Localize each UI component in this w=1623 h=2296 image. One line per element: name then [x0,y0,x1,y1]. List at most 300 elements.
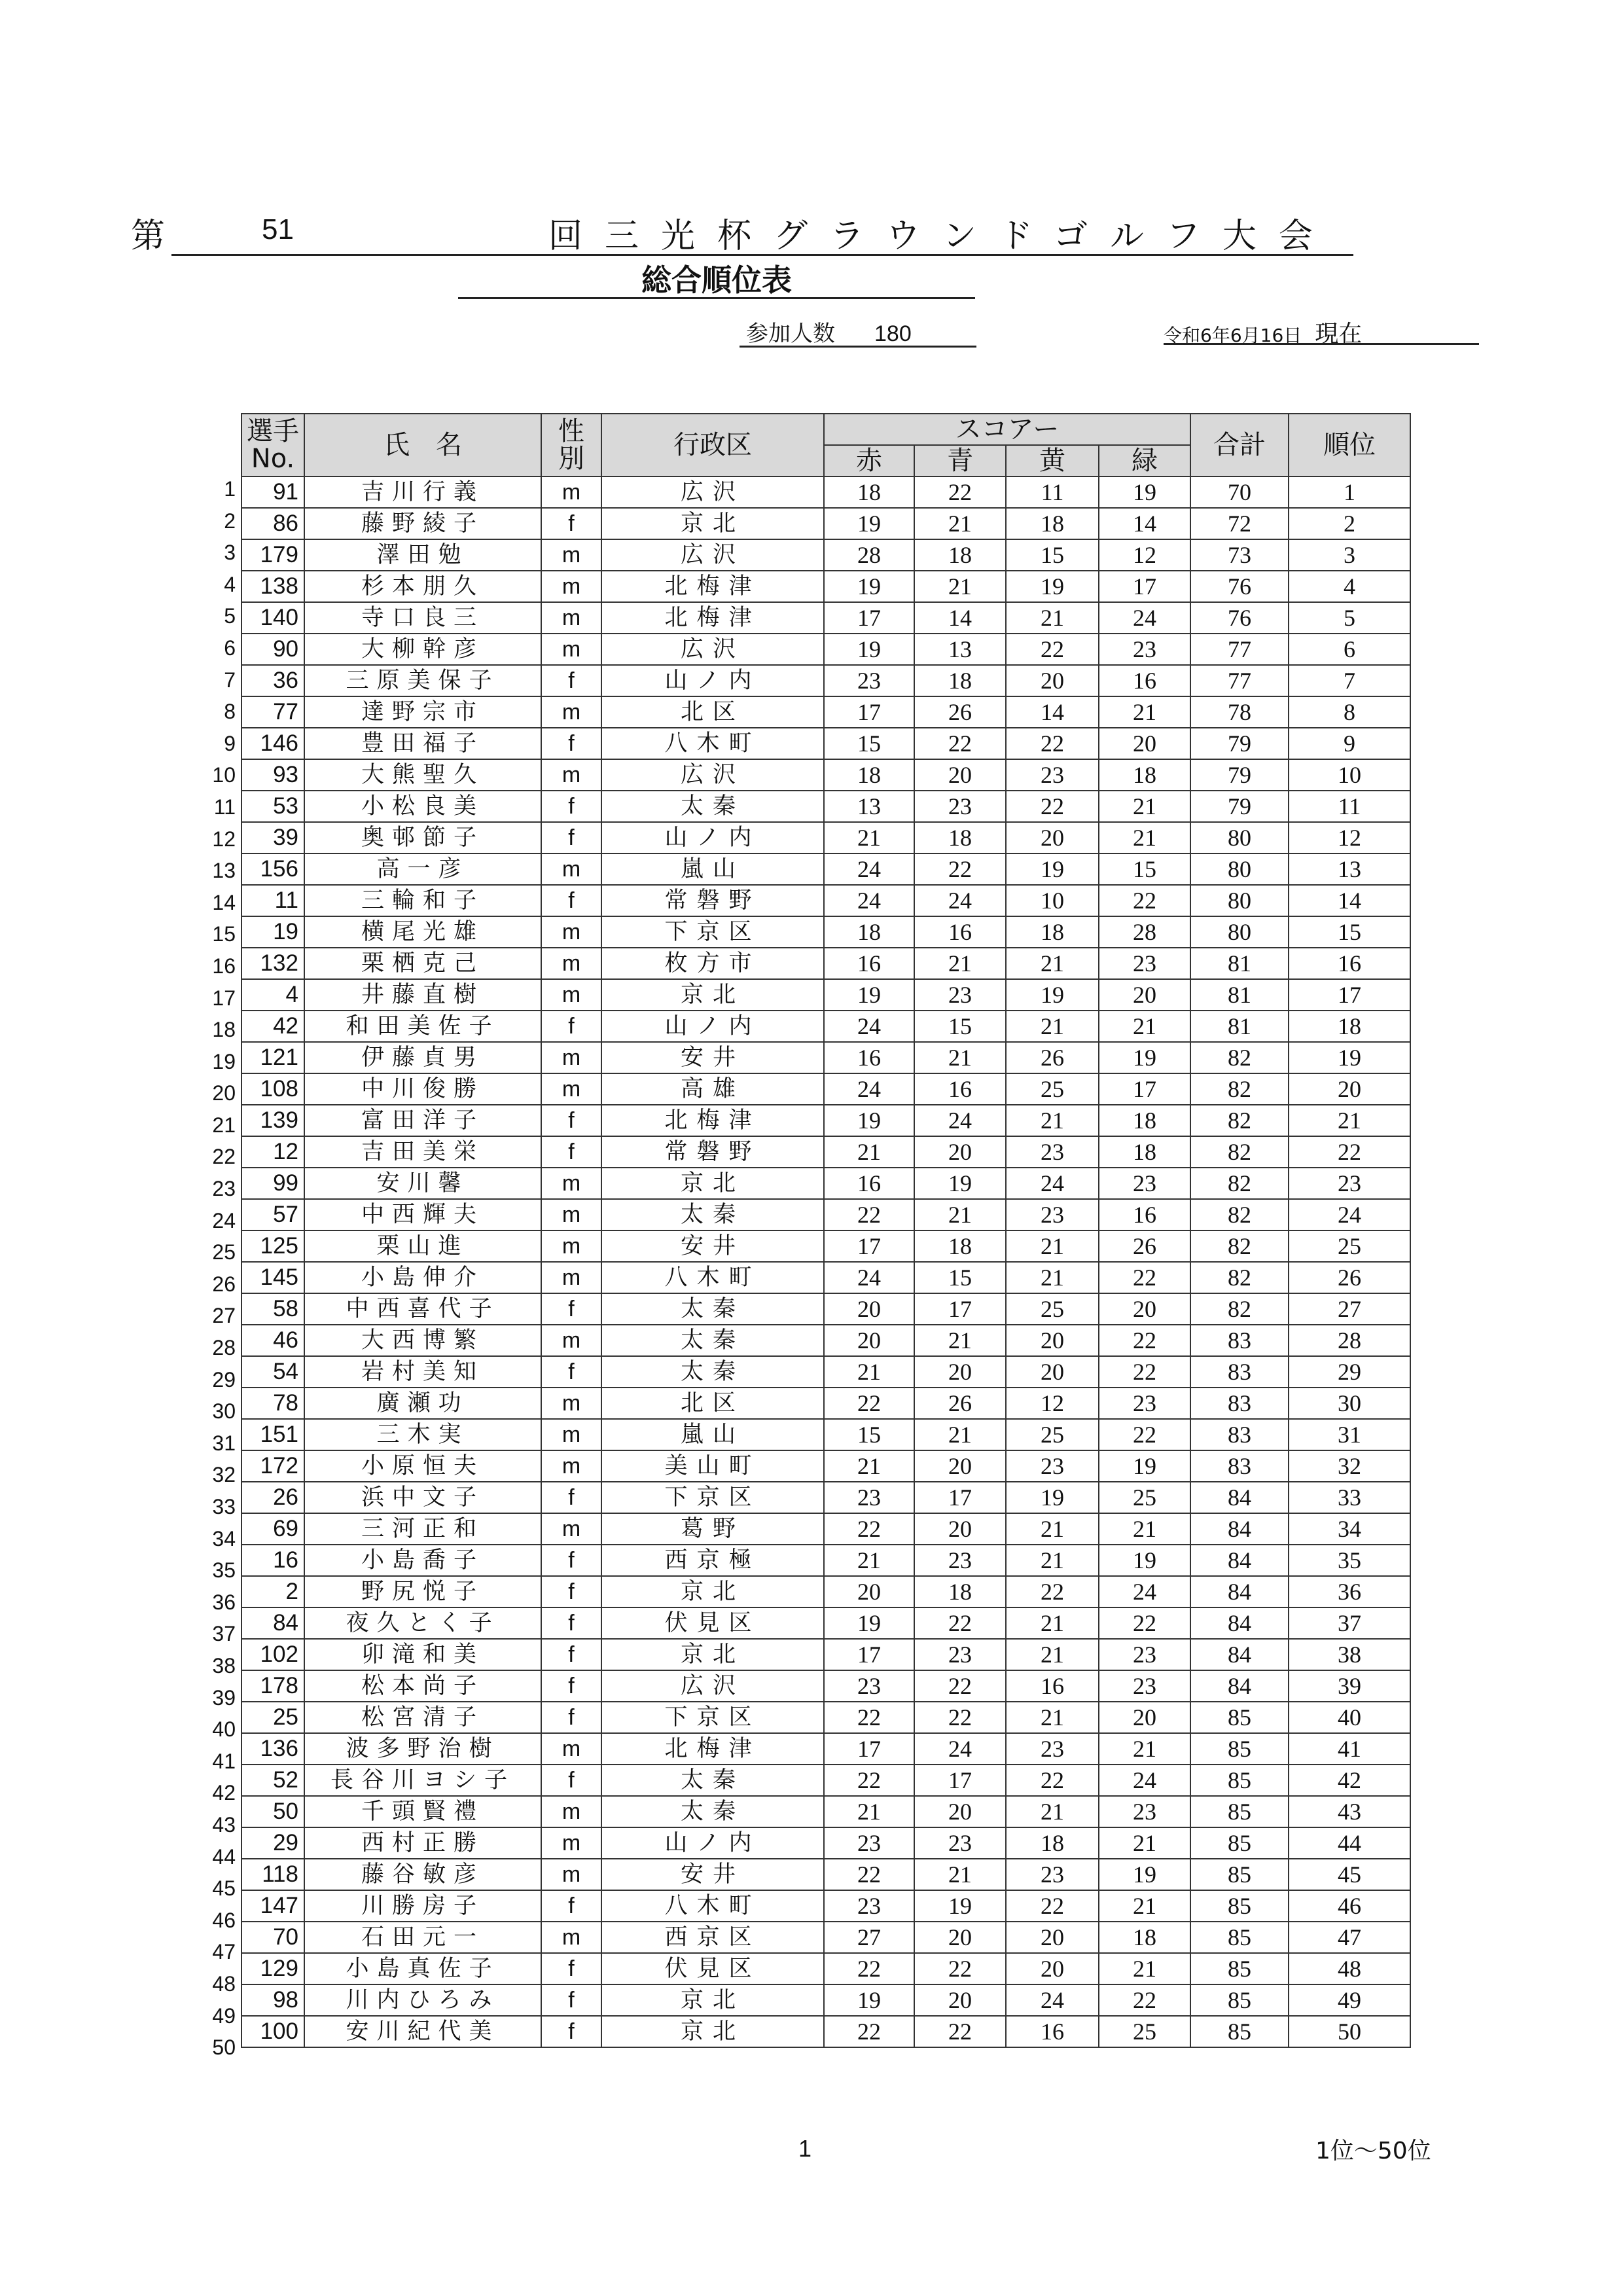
rank: 2 [1289,508,1410,539]
row-number: 37 [212,1622,236,1646]
player-area: 八木町 [601,1890,824,1922]
player-no: 98 [241,1984,304,2016]
score-total: 82 [1190,1042,1289,1073]
tournament-number: 51 [262,213,294,245]
score-total: 82 [1190,1262,1289,1293]
player-area: 葛野 [601,1513,824,1545]
title-dai: 第 [131,217,166,256]
player-area: 太秦 [601,1765,824,1796]
player-name: 中西喜代子 [304,1293,541,1325]
table-row [241,1450,1410,1482]
player-no: 50 [241,1796,304,1827]
player-name: 豊田福子 [304,728,541,759]
page-subtitle: 総合順位表 [641,262,792,298]
score-total: 84 [1190,1639,1289,1670]
table-row [241,1576,1410,1607]
row-number: 4 [224,572,236,596]
row-number: 27 [212,1304,236,1328]
score-green: 26 [1099,1230,1190,1262]
score-total: 79 [1190,759,1289,791]
score-green: 17 [1099,1073,1190,1105]
header-blue: 青 [914,445,1006,476]
row-number: 40 [212,1717,236,1742]
score-blue: 22 [914,1670,1006,1702]
score-green: 21 [1099,1890,1190,1922]
score-yellow: 25 [1006,1419,1099,1450]
player-area: 太秦 [601,1293,824,1325]
score-total: 81 [1190,948,1289,979]
player-area: 太秦 [601,791,824,822]
player-no: 129 [241,1953,304,1984]
player-sex: m [541,1922,601,1953]
row-number: 22 [212,1145,236,1169]
score-green: 22 [1099,1419,1190,1450]
score-blue: 24 [914,1733,1006,1765]
row-number: 18 [212,1018,236,1042]
ranking-table [241,413,1411,2048]
player-name: 三原美保子 [304,665,541,696]
player-area: 北梅津 [601,602,824,634]
score-red: 23 [824,1670,914,1702]
player-no: 91 [241,476,304,508]
score-blue: 16 [914,916,1006,948]
score-total: 85 [1190,1890,1289,1922]
table-row [241,1230,1410,1262]
score-total: 85 [1190,1984,1289,2016]
score-red: 22 [824,1199,914,1230]
row-number: 43 [212,1812,236,1837]
player-no: 132 [241,948,304,979]
player-sex: f [541,1607,601,1639]
score-blue: 21 [914,1859,1006,1890]
table-row [241,1105,1410,1136]
player-no: 102 [241,1639,304,1670]
score-green: 16 [1099,665,1190,696]
score-total: 76 [1190,602,1289,634]
score-green: 21 [1099,1733,1190,1765]
score-green: 19 [1099,1450,1190,1482]
player-no: 58 [241,1293,304,1325]
score-yellow: 20 [1006,1922,1099,1953]
score-green: 19 [1099,1859,1190,1890]
score-red: 22 [824,1513,914,1545]
rank: 31 [1289,1419,1410,1450]
table-row [241,476,1410,508]
score-blue: 14 [914,602,1006,634]
player-no: 139 [241,1105,304,1136]
row-number: 30 [212,1399,236,1424]
player-name: 栗栖克己 [304,948,541,979]
score-yellow: 21 [1006,1105,1099,1136]
score-blue: 18 [914,539,1006,571]
score-total: 82 [1190,1073,1289,1105]
rank: 4 [1289,571,1410,602]
score-total: 85 [1190,1859,1289,1890]
player-area: 安井 [601,1042,824,1073]
player-area: 山ノ内 [601,665,824,696]
table-row [241,634,1410,665]
score-green: 22 [1099,1607,1190,1639]
score-yellow: 23 [1006,1136,1099,1168]
score-green: 19 [1099,476,1190,508]
player-sex: f [541,885,601,916]
rank: 8 [1289,696,1410,728]
rank-range: 1位～50位 [1315,2138,1431,2164]
rank: 36 [1289,1576,1410,1607]
player-no: 84 [241,1607,304,1639]
score-blue: 26 [914,696,1006,728]
row-number: 36 [212,1590,236,1614]
player-sex: f [541,2016,601,2047]
table-row [241,665,1410,696]
score-green: 23 [1099,1388,1190,1419]
header-rank: 順位 [1289,414,1410,476]
score-red: 16 [824,948,914,979]
player-name: 寺口良三 [304,602,541,634]
score-green: 21 [1099,1953,1190,1984]
score-yellow: 12 [1006,1388,1099,1419]
player-name: 長谷川ヨシ子 [304,1765,541,1796]
rank: 34 [1289,1513,1410,1545]
score-red: 20 [824,1293,914,1325]
score-yellow: 21 [1006,1011,1099,1042]
rank: 12 [1289,822,1410,853]
rank: 5 [1289,602,1410,634]
score-total: 84 [1190,1513,1289,1545]
player-area: 八木町 [601,728,824,759]
score-green: 23 [1099,1670,1190,1702]
player-name: 和田美佐子 [304,1011,541,1042]
score-total: 82 [1190,1199,1289,1230]
player-sex: f [541,1984,601,2016]
player-area: 北梅津 [601,1733,824,1765]
table-row [241,1607,1410,1639]
player-no: 16 [241,1545,304,1576]
row-number: 44 [212,1844,236,1869]
header-player-no: 選手 No. [241,414,304,476]
score-yellow: 20 [1006,822,1099,853]
player-no: 90 [241,634,304,665]
player-no: 145 [241,1262,304,1293]
row-number: 38 [212,1653,236,1677]
player-no: 140 [241,602,304,634]
score-total: 80 [1190,885,1289,916]
table-row [241,1733,1410,1765]
header-green: 緑 [1099,445,1190,476]
player-sex: f [541,1136,601,1168]
score-red: 24 [824,1011,914,1042]
player-no: 70 [241,1922,304,1953]
rank: 35 [1289,1545,1410,1576]
player-sex: m [541,1388,601,1419]
player-name: 千頭賢禮 [304,1796,541,1827]
player-sex: f [541,1011,601,1042]
row-number: 5 [224,604,236,628]
table-row [241,1513,1410,1545]
table-row [241,1136,1410,1168]
score-total: 84 [1190,1670,1289,1702]
participant-count-label: 参加人数 [746,321,835,347]
player-area: 北区 [601,696,824,728]
score-blue: 18 [914,1576,1006,1607]
player-sex: m [541,1450,601,1482]
player-name: 夜久とく子 [304,1607,541,1639]
score-blue: 24 [914,1105,1006,1136]
table-row [241,1042,1410,1073]
score-total: 80 [1190,853,1289,885]
player-sex: f [541,822,601,853]
table-row [241,1199,1410,1230]
score-green: 14 [1099,508,1190,539]
player-no: 86 [241,508,304,539]
player-sex: m [541,1073,601,1105]
score-total: 84 [1190,1545,1289,1576]
score-yellow: 22 [1006,1576,1099,1607]
date-value: 令和6年6月16日 [1164,325,1302,346]
rank: 32 [1289,1450,1410,1482]
rank: 17 [1289,979,1410,1011]
player-no: 69 [241,1513,304,1545]
rank: 50 [1289,2016,1410,2047]
score-blue: 22 [914,1953,1006,1984]
score-blue: 13 [914,634,1006,665]
table-row [241,1356,1410,1388]
score-yellow: 21 [1006,1545,1099,1576]
player-area: 広沢 [601,476,824,508]
score-red: 20 [824,1576,914,1607]
score-red: 17 [824,696,914,728]
rank: 29 [1289,1356,1410,1388]
row-number: 33 [212,1495,236,1518]
player-sex: f [541,1105,601,1136]
table-row [241,948,1410,979]
score-yellow: 11 [1006,476,1099,508]
score-yellow: 21 [1006,1702,1099,1733]
score-blue: 22 [914,853,1006,885]
score-blue: 22 [914,476,1006,508]
score-yellow: 21 [1006,1513,1099,1545]
score-total: 81 [1190,1011,1289,1042]
score-total: 79 [1190,728,1289,759]
player-no: 11 [241,885,304,916]
score-total: 73 [1190,539,1289,571]
row-number: 11 [213,795,236,819]
player-name: 三河正和 [304,1513,541,1545]
player-area: 太秦 [601,1356,824,1388]
table-row [241,853,1410,885]
score-red: 18 [824,759,914,791]
score-total: 84 [1190,1607,1289,1639]
player-name: 廣瀬功 [304,1388,541,1419]
player-name: 栗山進 [304,1230,541,1262]
player-sex: m [541,979,601,1011]
score-yellow: 25 [1006,1293,1099,1325]
score-red: 23 [824,1890,914,1922]
table-row [241,759,1410,791]
player-no: 118 [241,1859,304,1890]
score-green: 23 [1099,1168,1190,1199]
score-blue: 17 [914,1482,1006,1513]
player-area: 下京区 [601,1482,824,1513]
score-red: 19 [824,979,914,1011]
table-row [241,1890,1410,1922]
row-number: 48 [212,1971,236,1996]
score-yellow: 19 [1006,979,1099,1011]
score-green: 20 [1099,1702,1190,1733]
player-no: 2 [241,1576,304,1607]
score-red: 16 [824,1042,914,1073]
player-area: 美山町 [601,1450,824,1482]
table-row [241,1262,1410,1293]
row-number: 46 [212,1908,236,1932]
score-yellow: 22 [1006,791,1099,822]
table-row [241,508,1410,539]
score-total: 78 [1190,696,1289,728]
score-green: 19 [1099,1545,1190,1576]
score-blue: 21 [914,571,1006,602]
table-row [241,1168,1410,1199]
score-red: 22 [824,1859,914,1890]
rank: 6 [1289,634,1410,665]
score-total: 85 [1190,1827,1289,1859]
player-no: 26 [241,1482,304,1513]
player-sex: f [541,1356,601,1388]
player-sex: f [541,1293,601,1325]
score-total: 80 [1190,916,1289,948]
table-row [241,1765,1410,1796]
player-sex: f [541,1639,601,1670]
player-name: 西村正勝 [304,1827,541,1859]
score-blue: 21 [914,1042,1006,1073]
player-area: 広沢 [601,759,824,791]
score-blue: 20 [914,1796,1006,1827]
score-blue: 20 [914,1356,1006,1388]
score-green: 17 [1099,571,1190,602]
score-yellow: 21 [1006,602,1099,634]
row-number: 47 [212,1940,236,1964]
header-sex: 性 別 [541,414,601,476]
player-name: 小島真佐子 [304,1953,541,1984]
score-yellow: 19 [1006,853,1099,885]
score-yellow: 20 [1006,1356,1099,1388]
score-total: 85 [1190,1796,1289,1827]
count-underline [740,346,976,348]
score-yellow: 24 [1006,1984,1099,2016]
score-red: 16 [824,1168,914,1199]
table-row [241,1011,1410,1042]
row-number: 29 [212,1367,236,1391]
rank: 23 [1289,1168,1410,1199]
score-red: 21 [824,822,914,853]
player-area: 京北 [601,2016,824,2047]
rank: 28 [1289,1325,1410,1356]
player-area: 山ノ内 [601,1011,824,1042]
player-sex: m [541,539,601,571]
row-number: 1 [224,477,236,501]
player-no: 147 [241,1890,304,1922]
player-sex: m [541,1042,601,1073]
rank: 22 [1289,1136,1410,1168]
score-red: 18 [824,476,914,508]
player-no: 57 [241,1199,304,1230]
table-row [241,1073,1410,1105]
player-sex: f [541,1702,601,1733]
player-sex: f [541,1953,601,1984]
player-name: 波多野治樹 [304,1733,541,1765]
score-blue: 19 [914,1168,1006,1199]
score-blue: 16 [914,1073,1006,1105]
row-number: 45 [212,1876,236,1901]
rank: 49 [1289,1984,1410,2016]
row-number: 19 [212,1049,236,1073]
player-no: 146 [241,728,304,759]
player-area: 山ノ内 [601,1827,824,1859]
score-yellow: 19 [1006,571,1099,602]
score-blue: 17 [914,1293,1006,1325]
score-yellow: 25 [1006,1073,1099,1105]
score-yellow: 23 [1006,1199,1099,1230]
row-number: 9 [224,731,236,755]
header-score: スコアー [824,414,1190,445]
score-red: 22 [824,1388,914,1419]
table-row [241,1922,1410,1953]
score-yellow: 23 [1006,1733,1099,1765]
score-red: 17 [824,1733,914,1765]
player-area: 広沢 [601,1670,824,1702]
player-name: 藤野綾子 [304,508,541,539]
row-number: 10 [212,763,236,787]
row-number: 16 [212,954,236,978]
score-yellow: 23 [1006,1450,1099,1482]
score-green: 22 [1099,1325,1190,1356]
player-name: 富田洋子 [304,1105,541,1136]
title-row [131,208,1355,254]
player-sex: m [541,1733,601,1765]
player-no: 29 [241,1827,304,1859]
rank: 7 [1289,665,1410,696]
rank: 14 [1289,885,1410,916]
player-sex: m [541,759,601,791]
score-blue: 18 [914,822,1006,853]
score-yellow: 26 [1006,1042,1099,1073]
table-row [241,1827,1410,1859]
player-no: 93 [241,759,304,791]
score-green: 15 [1099,853,1190,885]
score-red: 19 [824,1984,914,2016]
player-name: 川内ひろみ [304,1984,541,2016]
score-red: 21 [824,1545,914,1576]
score-red: 17 [824,1230,914,1262]
score-yellow: 22 [1006,634,1099,665]
score-green: 22 [1099,885,1190,916]
player-name: 大西博繁 [304,1325,541,1356]
score-green: 16 [1099,1199,1190,1230]
player-name: 松宮清子 [304,1702,541,1733]
player-no: 77 [241,696,304,728]
player-no: 179 [241,539,304,571]
table-row [241,1482,1410,1513]
table-row [241,602,1410,634]
rank: 46 [1289,1890,1410,1922]
score-blue: 21 [914,948,1006,979]
title-underline [171,254,1353,256]
player-area: 下京区 [601,916,824,948]
score-green: 22 [1099,1262,1190,1293]
player-name: 浜中文子 [304,1482,541,1513]
row-number: 31 [212,1431,236,1455]
score-blue: 24 [914,885,1006,916]
page-number: 1 [798,2135,812,2162]
